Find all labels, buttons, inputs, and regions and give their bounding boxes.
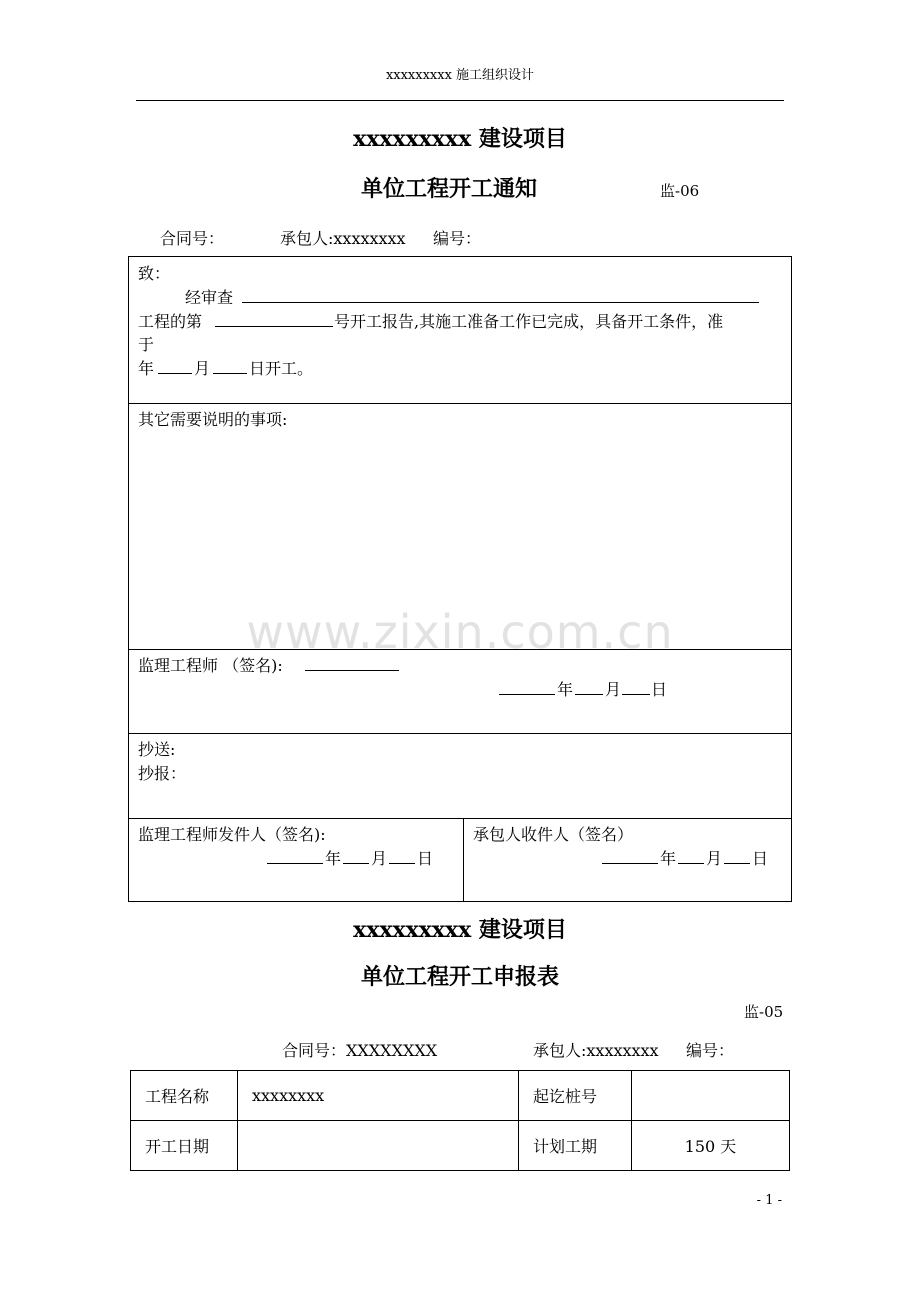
engineer-sign-blank[interactable]: [305, 670, 399, 671]
engineer-date-day-blank[interactable]: [622, 694, 650, 695]
report-line-prefix: 工程的第: [138, 312, 203, 331]
notice-form-title: 单位工程开工通知: [361, 176, 538, 202]
sender-date-year: 年: [325, 849, 342, 868]
planned-duration-label: 计划工期: [519, 1121, 632, 1171]
start-date-label: 开工日期: [131, 1121, 238, 1171]
column-divider: [463, 818, 464, 902]
start-day-suffix: 日开工。: [249, 359, 314, 378]
report-line-continued: 于: [138, 335, 155, 354]
reviewed-label: 经审查: [185, 288, 234, 307]
table-row: [131, 1071, 790, 1121]
engineer-date-day: 日: [651, 680, 668, 699]
sender-date-month-blank[interactable]: [343, 863, 369, 864]
start-date-value[interactable]: [238, 1121, 519, 1171]
application-form-code: 监-05: [744, 1003, 784, 1021]
receiver-date-day: 日: [752, 849, 769, 868]
engineer-date-year-blank[interactable]: [499, 694, 555, 695]
header-divider: [136, 100, 784, 101]
reviewed-blank[interactable]: [242, 302, 759, 303]
application-project-title: xxxxxxxxx 建设项目: [353, 917, 567, 943]
sender-date-year-blank[interactable]: [267, 863, 323, 864]
to-label: 致：: [138, 264, 171, 283]
report-to-label: 抄报：: [138, 764, 187, 783]
engineer-date-month: 月: [605, 680, 622, 699]
application-contract-label: 合同号：XXXXXXXX: [282, 1041, 438, 1060]
station-range-label: 起讫桩号: [519, 1071, 632, 1121]
start-year-char: 年: [138, 359, 155, 378]
notice-form-table: [128, 256, 792, 902]
notice-contract-label: 合同号：: [160, 229, 225, 248]
engineer-sign-label: 监理工程师 （签名):: [138, 656, 283, 675]
row-divider: [129, 403, 791, 404]
receiver-date-year-blank[interactable]: [602, 863, 658, 864]
start-month-blank[interactable]: [213, 373, 247, 374]
start-year-blank[interactable]: [158, 373, 192, 374]
table-row: [131, 1121, 790, 1171]
receiver-date-day-blank[interactable]: [724, 863, 750, 864]
engineer-date-month-blank[interactable]: [575, 694, 603, 695]
project-name-label: 工程名称: [131, 1071, 238, 1121]
notice-number-label: 编号：: [433, 229, 482, 248]
sender-date-month: 月: [371, 849, 388, 868]
other-matters-label: 其它需要说明的事项:: [138, 410, 288, 429]
report-number-blank[interactable]: [215, 326, 333, 327]
notice-contractor-label: 承包人:xxxxxxxx: [280, 229, 406, 248]
planned-duration-value[interactable]: 150 天: [632, 1121, 790, 1171]
application-table: [130, 1070, 790, 1171]
station-range-value[interactable]: [632, 1071, 790, 1121]
start-month-char: 月: [194, 359, 211, 378]
sender-date-day: 日: [417, 849, 434, 868]
notice-form-code: 监-06: [660, 182, 700, 200]
receiver-label: 承包人收件人（签名）: [473, 825, 634, 844]
sender-date-day-blank[interactable]: [389, 863, 415, 864]
row-divider: [129, 733, 791, 734]
receiver-date-year: 年: [660, 849, 677, 868]
receiver-date-month: 月: [706, 849, 723, 868]
notice-project-title: xxxxxxxxx 建设项目: [353, 126, 567, 152]
page-header: xxxxxxxxx 施工组织设计: [385, 68, 535, 83]
application-number-label: 编号：: [686, 1041, 735, 1060]
sender-label: 监理工程师发件人（签名):: [138, 825, 326, 844]
cc-label: 抄送:: [138, 740, 176, 759]
row-divider: [129, 818, 791, 819]
engineer-date-year: 年: [557, 680, 574, 699]
report-line-suffix: 号开工报告,其施工准备工作已完成，具备开工条件，准: [334, 312, 724, 331]
watermark: www.zixin.com.cn: [246, 605, 674, 659]
application-form-title: 单位工程开工申报表: [360, 964, 559, 990]
application-contractor-label: 承包人:xxxxxxxx: [533, 1041, 659, 1060]
receiver-date-month-blank[interactable]: [678, 863, 704, 864]
project-name-value[interactable]: xxxxxxxx: [238, 1071, 519, 1121]
page-number: - 1 -: [756, 1193, 782, 1208]
